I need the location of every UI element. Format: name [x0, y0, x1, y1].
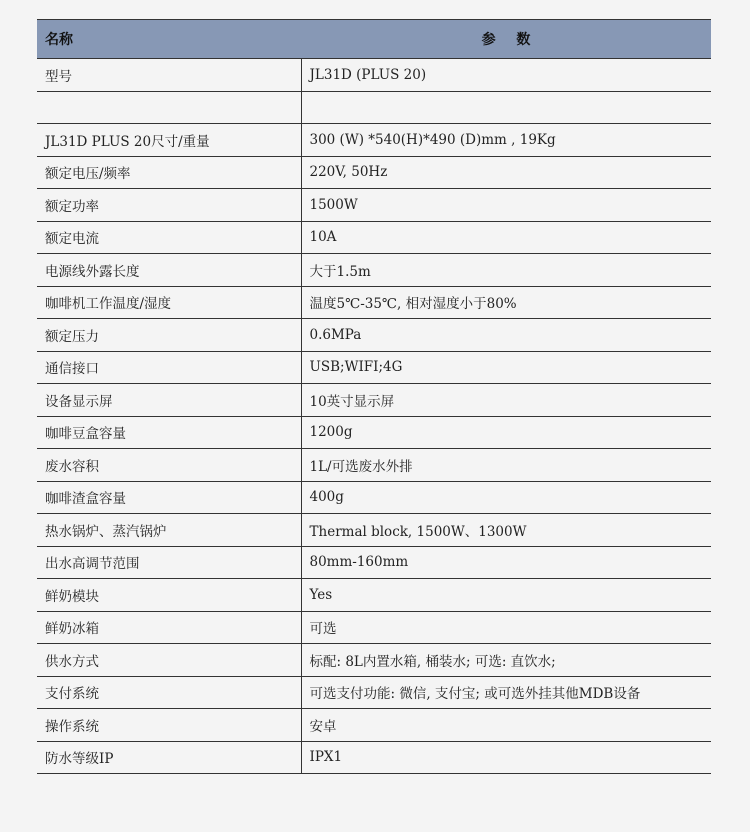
table-row	[37, 156, 711, 189]
header-value: 参 数	[301, 20, 711, 59]
table-row	[37, 189, 711, 222]
spec-value: JL31D (PLUS 20)	[301, 59, 711, 92]
spec-name: 鲜奶模块	[37, 579, 301, 612]
spec-name: 废水容积	[37, 449, 301, 482]
table-row	[37, 449, 711, 482]
spec-name: 鲜奶冰箱	[37, 611, 301, 644]
spec-value: IPX1	[301, 741, 711, 774]
header-name: 名称	[37, 20, 301, 59]
table-row	[37, 481, 711, 514]
spec-name: 额定功率	[37, 189, 301, 222]
spec-value: 温度5℃-35℃, 相对湿度小于80%	[301, 286, 711, 319]
spec-name: 设备显示屏	[37, 384, 301, 417]
spec-value: USB;WIFI;4G	[301, 351, 711, 384]
spec-table-body	[37, 59, 711, 774]
spec-value: 0.6MPa	[301, 319, 711, 352]
table-row	[37, 91, 711, 124]
table-row	[37, 286, 711, 319]
spec-name: 咖啡豆盒容量	[37, 416, 301, 449]
spec-value: 10英寸显示屏	[301, 384, 711, 417]
table-row	[37, 676, 711, 709]
spec-name: 咖啡机工作温度/湿度	[37, 286, 301, 319]
spec-name: 电源线外露长度	[37, 254, 301, 287]
spec-value: 安卓	[301, 709, 711, 742]
spec-name: 热水锅炉、蒸汽锅炉	[37, 514, 301, 547]
spec-value: 10A	[301, 221, 711, 254]
table-row	[37, 644, 711, 677]
spec-name: 额定电压/频率	[37, 156, 301, 189]
table-row	[37, 221, 711, 254]
spec-value	[301, 91, 711, 124]
table-row	[37, 59, 711, 92]
spec-name: 出水高调节范围	[37, 546, 301, 579]
spec-value: 大于1.5m	[301, 254, 711, 287]
table-row	[37, 124, 711, 157]
table-row	[37, 416, 711, 449]
spec-value: 1500W	[301, 189, 711, 222]
spec-value: 可选	[301, 611, 711, 644]
table-row	[37, 514, 711, 547]
table-row	[37, 579, 711, 612]
spec-name	[37, 91, 301, 124]
spec-name: 支付系统	[37, 676, 301, 709]
spec-name: JL31D PLUS 20尺寸/重量	[37, 124, 301, 157]
table-row	[37, 384, 711, 417]
spec-value: 220V, 50Hz	[301, 156, 711, 189]
spec-value: 可选支付功能: 微信, 支付宝; 或可选外挂其他MDB设备	[301, 676, 711, 709]
table-row	[37, 351, 711, 384]
spec-value: 80mm-160mm	[301, 546, 711, 579]
table-header-row	[37, 20, 711, 59]
spec-name: 通信接口	[37, 351, 301, 384]
spec-value: Thermal block, 1500W、1300W	[301, 514, 711, 547]
table-row	[37, 546, 711, 579]
spec-value: Yes	[301, 579, 711, 612]
table-row	[37, 319, 711, 352]
table-row	[37, 254, 711, 287]
spec-name: 额定电流	[37, 221, 301, 254]
spec-name: 额定压力	[37, 319, 301, 352]
spec-table	[37, 19, 711, 774]
spec-name: 操作系统	[37, 709, 301, 742]
spec-value: 标配: 8L内置水箱, 桶装水; 可选: 直饮水;	[301, 644, 711, 677]
spec-name: 供水方式	[37, 644, 301, 677]
spec-name: 型号	[37, 59, 301, 92]
table-row	[37, 741, 711, 774]
table-row	[37, 611, 711, 644]
spec-value: 400g	[301, 481, 711, 514]
spec-name: 防水等级IP	[37, 741, 301, 774]
spec-value: 1200g	[301, 416, 711, 449]
spec-name: 咖啡渣盒容量	[37, 481, 301, 514]
table-row	[37, 709, 711, 742]
spec-value: 1L/可选废水外排	[301, 449, 711, 482]
spec-value: 300 (W) *540(H)*490 (D)mm , 19Kg	[301, 124, 711, 157]
